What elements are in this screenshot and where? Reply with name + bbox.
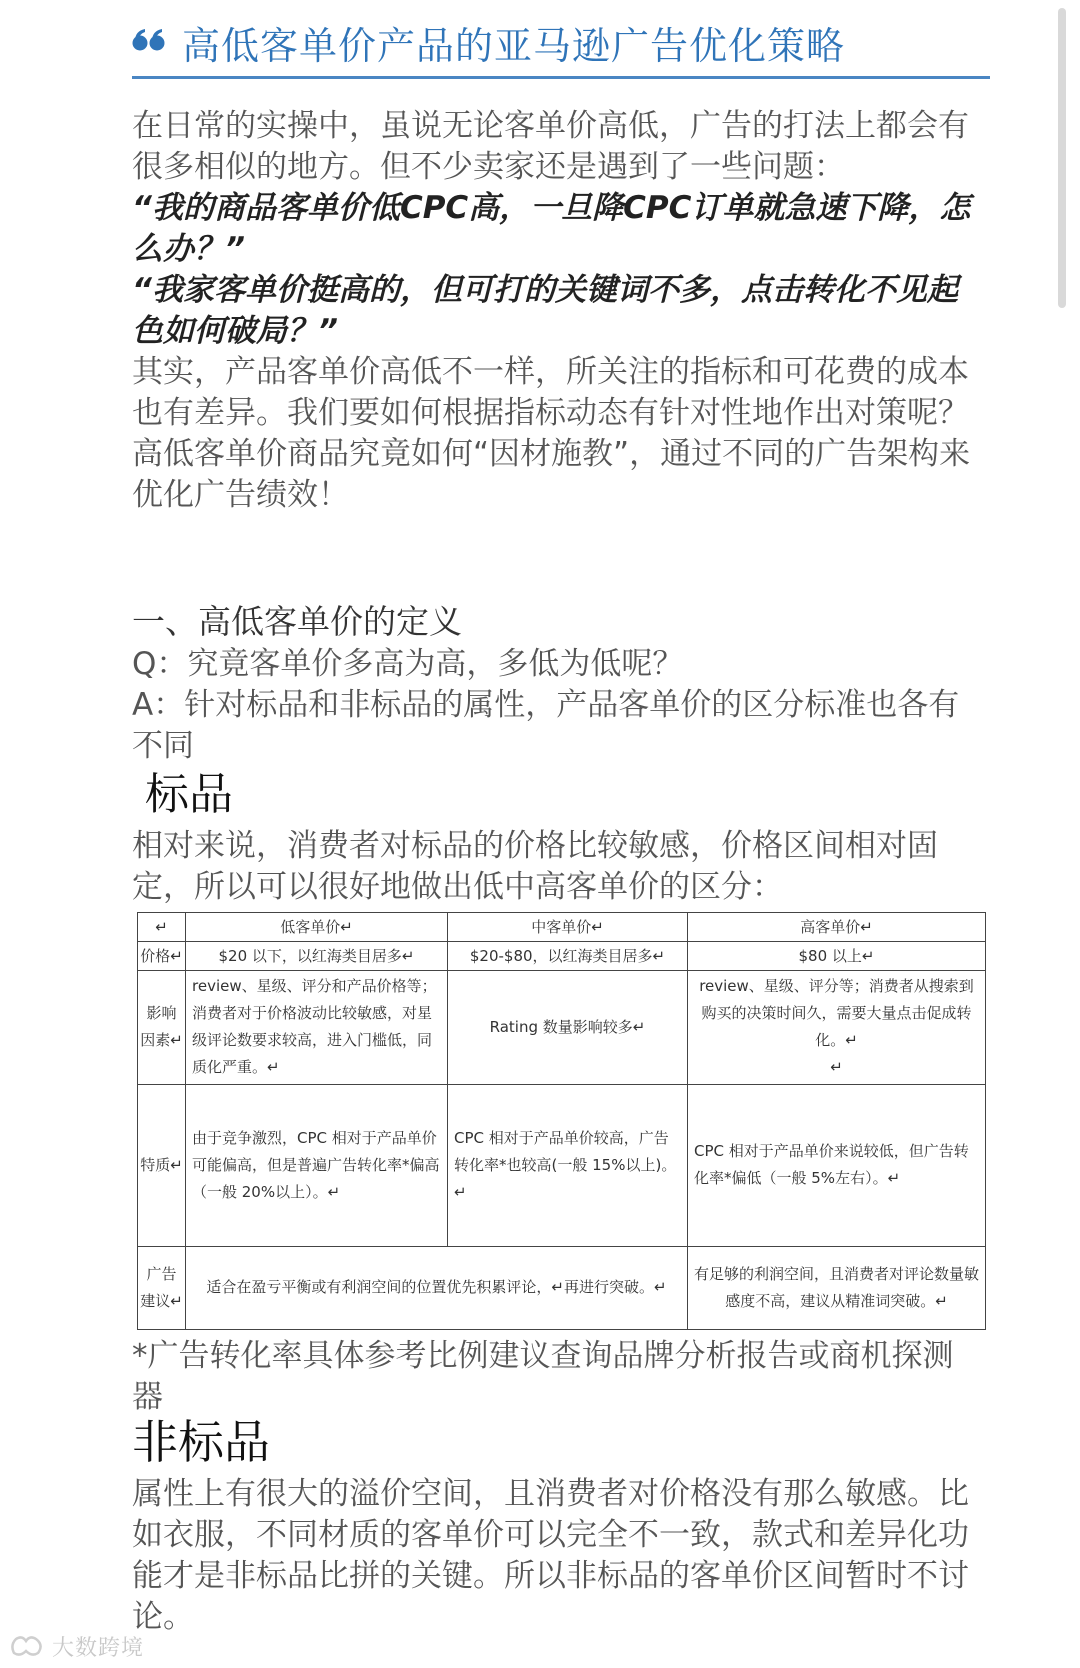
factors-low: review、星级、评分和产品价格等；消费者对于价格波动比较敏感，对星级评论数要求较高，进入门槛低，同质化严重。↵ [186,971,448,1084]
factors-high-cell [688,971,986,1084]
article-header [132,18,990,78]
quote-two: “我家客单价挺高的，但可打的关键词不多，点击转化不见起色如何破局？” [132,272,958,349]
title-divider [132,76,990,79]
price-mid: $20-$80，以红海类目居多↵ [448,942,688,971]
price-high: $80 以上↵ [688,942,986,971]
header-high-price: 高客单价↵ [688,913,986,942]
row-label-traits: 特质↵ [138,1084,186,1246]
intro-paragraph: 在日常的实操中，虽说无论客单价高低，广告的打法上都会有很多相似的地方。但不少卖家还是遇到了一些问题： [132,108,969,185]
traits-high: CPC 相对于产品单价来说较低，但广告转化率*偏低（一般 5%左右）。↵ [688,1084,986,1246]
standard-paragraph: 相对来说，消费者对标品的价格比较敏感，价格区间相对固定，所以可以很好地做出低中高客单价的区分： [132,828,938,905]
advice-high: 有足够的利润空间，且消费者对评论数量敏感度不高，建议从精准词突破。↵ [688,1246,986,1329]
question-text: Q：究竟客单价多高为高，多低为低呢？ [132,646,684,682]
section-title: 一、高低客单价的定义 [132,602,462,641]
table-row-price [138,942,986,971]
table-row-factors [138,971,986,1084]
row-label-price: 价格↵ [138,942,186,971]
body-paragraph: 其实，产品客单价高低不一样，所关注的指标和可花费的成本也有差异。我们要如何根据指标动态有针对性地作出对策呢？高低客单价商品究竟如何“因材施教”，通过不同的广告架构来优化广告绩效！ [132,354,971,513]
advice-low-mid: 适合在盈亏平衡或有利润空间的位置优先积累评论，↵再进行突破。↵ [186,1246,688,1329]
row-label-advice: 广告建议↵ [138,1246,186,1329]
quote-one: “我的商品客单价低CPC高，一旦降CPC订单就急速下降，怎么办？” [132,190,971,267]
scrollbar[interactable] [1062,0,1074,320]
price-low: $20 以下，以红海类目居多↵ [186,942,448,971]
standard-heading: 标品 [145,769,233,820]
logo-icon [8,1633,48,1659]
table-row-advice [138,1246,986,1329]
footnote: *广告转化率具体参考比例建议查询品牌分析报告或商机探测器 [132,1338,954,1415]
nonstandard-paragraph: 属性上有很大的溢价空间，且消费者对价格没有那么敏感。比如衣服，不同材质的客单价可以完全不一致，款式和差异化功能才是非标品比拼的关键。所以非标品的客单价区间暂时不讨论。 [132,1476,969,1635]
header-mid-price: 中客单价↵ [448,913,688,942]
factors-high: review、星级、评分等；消费者从搜索到购买的决策时间久，需要大量点击促成转化。↵ [699,977,974,1050]
intro-section [132,106,982,516]
table-row-traits [138,1084,986,1246]
header-low-price: 低客单价↵ [186,913,448,942]
traits-low: 由于竞争激烈，CPC 相对于产品单价可能偏高，但是普遍广告转化率*偏高（一般 20%以上）。↵ [186,1084,448,1246]
page-title: 高低客单价产品的亚马逊广告优化策略 [182,24,846,68]
watermark-text: 大数跨境 [52,1635,145,1661]
traits-mid: CPC 相对于产品单价较高，广告转化率*也较高(一般 15%以上)。↵ [448,1084,688,1246]
factors-mid: Rating 数量影响较多↵ [448,971,688,1084]
price-comparison-table [137,912,986,1330]
quote-icon [132,28,166,52]
scrollbar-thumb[interactable] [1058,8,1066,308]
row-label-factors: 影响因素↵ [138,971,186,1084]
qa-block [132,644,982,767]
table-header-row [138,913,986,942]
answer-text: A：针对标品和非标品的属性，产品客单价的区分标准也各有不同 [132,687,960,764]
nonstandard-heading: 非标品 [132,1415,270,1469]
watermark [8,1630,144,1662]
factors-high-mark: ↵ [830,1058,843,1077]
table-corner: ↵ [138,913,186,942]
